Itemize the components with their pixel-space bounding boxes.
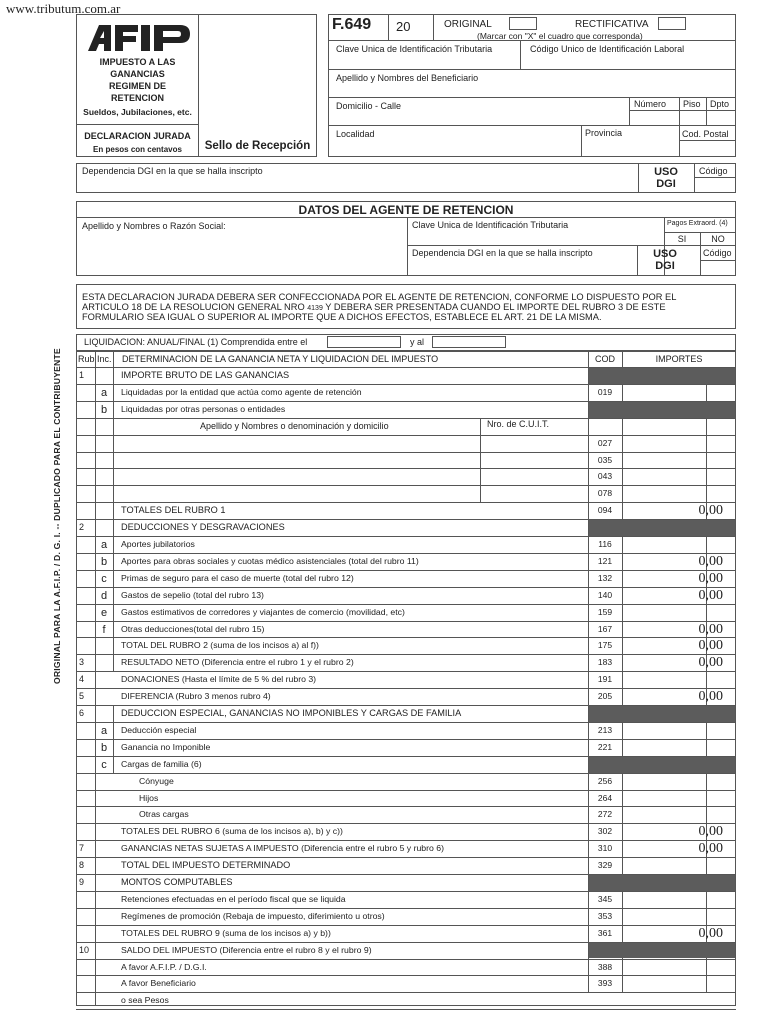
row-code: 132 [597, 572, 613, 583]
row-description: IMPORTE BRUTO DE LAS GANANCIAS [121, 370, 290, 380]
piso-label: Piso [683, 99, 701, 109]
agente-dependencia-label: Dependencia DGI en la que se halla inscripto [412, 248, 593, 258]
rectificativa-checkbox[interactable] [658, 17, 686, 30]
row-description: Hijos [139, 792, 159, 803]
fecha-hasta-field[interactable] [432, 336, 506, 348]
cod-postal-label: Cod. Postal [682, 129, 729, 139]
row-description: Cargas de familia (6) [121, 758, 202, 769]
row-code: 116 [598, 539, 612, 549]
notice-line-2c: Y DEBERA SER PRESENTADA CUANDO EL IMPORTE DEL RUBRO 3 DE ESTE [322, 302, 666, 312]
row-description: DEDUCCIONES Y DESGRAVACIONES [121, 522, 285, 533]
rubro-number: 10 [79, 944, 90, 955]
row-line [76, 435, 736, 436]
inciso-letter: f [102, 623, 106, 636]
row-amount: 0,00 [698, 638, 723, 654]
inciso-letter: d [100, 589, 108, 602]
row-code: 140 [597, 589, 613, 600]
inciso-letter: b [100, 555, 108, 568]
vertical-copy-text: ORIGINAL PARA LA A.F.I.P. / D. G. I. -- DUPLICADO PARA EL CONTRIBUYENTE [52, 348, 62, 684]
amount-input[interactable] [623, 909, 735, 924]
declaracion-label: DECLARACION JURADA [84, 131, 191, 141]
rubro-number: 5 [79, 691, 85, 702]
row-description: Primas de seguro para el caso de muerte (total del rubro 12) [121, 572, 354, 583]
inciso-letter: c [101, 572, 107, 585]
form-number: F.649 [332, 16, 372, 33]
row-amount: 0,00 [698, 503, 723, 519]
row-code: 388 [597, 961, 613, 972]
rubro-number: 4 [79, 674, 85, 685]
rubro-number: 7 [79, 843, 85, 854]
rubro-number: 9 [79, 877, 85, 887]
ganancias-label: GANANCIAS [110, 69, 165, 79]
row-description: Aportes para obras sociales y cuotas médico asistenciales (total del rubro 11) [121, 555, 419, 566]
row-code: 027 [597, 437, 613, 448]
row-amount: 0,00 [698, 925, 723, 941]
row-description: TOTAL DEL RUBRO 2 (suma de los incisos a) al f)) [121, 640, 319, 651]
shaded-cell [589, 520, 735, 536]
original-label: ORIGINAL [444, 19, 492, 30]
domicilio-label: Domicilio - Calle [336, 101, 402, 111]
notice-line-1: ESTA DECLARACION JURADA DEBERA SER CONFECCIONADA POR EL AGENTE DE RETENCION, CONFORME LO DISPUESTO POR EL [82, 292, 677, 302]
cod-header: COD [595, 354, 615, 364]
shaded-cell [589, 402, 735, 418]
row-description: SALDO DEL IMPUESTO (Diferencia entre el rubro 8 y el rubro 9) [121, 944, 372, 955]
rubro-number: 8 [79, 860, 85, 871]
row-description: Gastos estimativos de corredores y viajantes de comercio (movilidad, etc) [121, 606, 405, 617]
provincia-label: Provincia [585, 128, 623, 138]
agente-uso-label: USO [653, 248, 677, 260]
shaded-cell [589, 943, 735, 959]
row-description: TOTAL DEL IMPUESTO DETERMINADO [121, 860, 291, 871]
agente-cuit-label: Clave Unica de Identificación Tributaria [412, 220, 569, 230]
row-description: o sea Pesos [121, 995, 169, 1006]
row-code: 175 [597, 640, 613, 651]
row-description: Liquidadas por otras personas o entidades [121, 403, 286, 414]
row-code: 019 [597, 386, 613, 397]
row-line [76, 1009, 736, 1010]
agente-dgi-label: DGI [655, 260, 675, 272]
localidad-label: Localidad [336, 129, 375, 139]
row-code: 213 [597, 724, 613, 735]
numero-label: Número [634, 99, 667, 109]
row-description: DIFERENCIA (Rubro 3 menos rubro 4) [121, 691, 271, 702]
retencion-label: RETENCION [110, 93, 164, 103]
rubro-number: 6 [79, 708, 85, 718]
amount-input[interactable] [623, 672, 735, 687]
si-label: SI [677, 234, 687, 244]
row-line [76, 418, 736, 419]
dgi-label: DGI [656, 178, 676, 190]
row-description: Cónyuge [139, 775, 174, 786]
row-amount: 0,00 [698, 570, 723, 586]
row-amount: 0,00 [698, 553, 723, 569]
regimen-label: REGIMEN DE [108, 81, 166, 91]
sello-box [198, 14, 317, 157]
y-al-label: y al [410, 337, 425, 347]
inc-header: Inc. [97, 354, 112, 364]
amount-input[interactable] [623, 976, 735, 991]
row-amount: 0,00 [698, 587, 723, 603]
year-label: 20 [396, 19, 411, 34]
sub-header-name: Apellido y Nombres o denominación y domicilio [200, 421, 389, 431]
site-url: www.tributum.com.ar [6, 1, 121, 16]
sello-label: Sello de Recepción [204, 140, 311, 152]
row-description: Retenciones efectuadas en el período fiscal que se liquida [121, 893, 346, 904]
dependencia-label: Dependencia DGI en la que se halla inscripto [82, 166, 263, 176]
pagos-extraord-label: Pagos Extraord. (4) [667, 220, 728, 227]
inciso-letter: b [100, 741, 108, 754]
name-field-label: Apellido y Nombres del Beneficiario [336, 73, 479, 83]
no-label: NO [711, 234, 725, 244]
inciso-letter: c [101, 758, 107, 771]
col-line-inc [113, 351, 114, 671]
row-description: TOTALES DEL RUBRO 1 [121, 505, 226, 516]
row-code: 035 [597, 454, 613, 465]
impuesto-label: IMPUESTO A LAS [99, 57, 176, 67]
row-code: 205 [597, 691, 613, 702]
amount-input[interactable] [623, 537, 735, 552]
row-code: 183 [597, 657, 613, 668]
amount-input[interactable] [623, 807, 735, 822]
row-description: Liquidadas por la entidad que actúa como agente de retención [121, 386, 362, 397]
fecha-desde-field[interactable] [327, 336, 401, 348]
row-code: 393 [597, 978, 613, 989]
col-line-cuit [480, 418, 481, 503]
row-description: RESULTADO NETO (Diferencia entre el rubro 1 y el rubro 2) [121, 657, 354, 668]
amount-input[interactable] [623, 774, 735, 789]
notice-resolution-number: 4139 [307, 305, 323, 312]
row-description: TOTALES DEL RUBRO 9 (suma de los incisos a) y b)) [121, 927, 331, 938]
notice-line-2a: ARTICULO 18 DE LA RESOLUCION GENERAL NRO [82, 302, 308, 312]
amount-input[interactable] [623, 605, 735, 620]
amount-input[interactable] [623, 791, 735, 806]
row-amount: 0,00 [698, 655, 723, 671]
agente-title: DATOS DEL AGENTE DE RETENCION [298, 203, 514, 217]
importes-header: IMPORTES [655, 354, 703, 364]
amount-input[interactable] [623, 740, 735, 755]
afip-logo-text: AFIP [86, 22, 89, 23]
sub-header-cuit: Nro. de C.U.I.T. [487, 419, 550, 429]
row-description: Otras deducciones(total del rubro 15) [121, 623, 265, 634]
row-code: 094 [597, 505, 613, 516]
rub-header: Rub [78, 354, 95, 364]
row-description: TOTALES DEL RUBRO 6 (suma de los incisos a), b) y c)) [121, 826, 343, 837]
rubro-number: 3 [79, 657, 85, 668]
row-description: MONTOS COMPUTABLES [121, 877, 233, 887]
row-code: 167 [597, 623, 613, 634]
row-description: Gastos de sepelio (total del rubro 13) [121, 589, 264, 600]
afip-logo [86, 22, 192, 52]
shaded-cell [589, 875, 735, 891]
row-code: 310 [597, 843, 613, 854]
row-code: 345 [597, 893, 613, 904]
amount-input[interactable] [623, 892, 735, 907]
row-code: 256 [597, 775, 613, 786]
cuit-field-label: Clave Unica de Identificación Tributaria [336, 44, 493, 54]
row-description: Deducción especial [121, 724, 197, 735]
row-code: 159 [597, 606, 613, 617]
row-code: 264 [597, 792, 613, 803]
amount-input[interactable] [623, 723, 735, 738]
row-description: Aportes jubilatorios [121, 539, 195, 549]
inciso-letter: b [100, 403, 108, 416]
original-checkbox[interactable] [509, 17, 537, 30]
row-description: DEDUCCION ESPECIAL, GANANCIAS NO IMPONIBLES Y CARGAS DE FAMILIA [121, 708, 462, 718]
uso-label: USO [654, 166, 678, 178]
row-code: 353 [597, 910, 613, 921]
notice-line-3: FORMULARIO SEA IGUAL O SUPERIOR AL IMPORTE QUE A DICHOS EFECTOS, ESTABLECE EL ART. 21 DE LA MISMA. [82, 312, 602, 322]
rectificativa-label: RECTIFICATIVA [575, 19, 649, 30]
row-amount: 0,00 [698, 824, 723, 840]
row-line [76, 992, 736, 993]
amount-input[interactable] [623, 858, 735, 873]
shaded-cell [589, 368, 735, 384]
row-description: A favor A.F.I.P. / D.G.I. [121, 961, 207, 972]
row-amount: 0,00 [698, 841, 723, 857]
row-code: 329 [597, 860, 613, 871]
row-code: 078 [597, 488, 613, 499]
row-code: 302 [597, 826, 613, 837]
shaded-cell [589, 706, 735, 722]
agente-apellido-label: Apellido y Nombres o Razón Social: [82, 221, 226, 231]
row-description: DONACIONES (Hasta el límite de 5 % del rubro 3) [121, 674, 317, 685]
row-description: A favor Beneficiario [121, 978, 196, 989]
row-line [76, 452, 736, 453]
marcar-note: (Marcar con "X" el cuadro que corresponda) [477, 31, 643, 41]
inciso-letter: a [100, 386, 108, 399]
row-code: 121 [597, 555, 613, 566]
row-description: Otras cargas [139, 809, 189, 820]
row-description: Ganancia no Imponible [121, 741, 211, 752]
row-code: 221 [597, 741, 613, 752]
row-amount: 0,00 [698, 621, 723, 637]
row-line [76, 468, 736, 469]
inciso-letter: e [100, 606, 108, 619]
row-code: 361 [597, 927, 613, 938]
sueldos-label: Sueldos, Jubilaciones, etc. [83, 107, 192, 117]
amount-input[interactable] [623, 385, 735, 400]
table-title: DETERMINACION DE LA GANANCIA NETA Y LIQUIDACION DEL IMPUESTO [122, 354, 439, 364]
row-description: Regímenes de promoción (Rebaja de impuesto, diferimiento u otros) [121, 910, 385, 921]
dpto-label: Dpto [710, 99, 730, 109]
row-code: 272 [597, 809, 613, 820]
row-line [76, 485, 736, 486]
codigo-label: Código [699, 166, 728, 176]
row-code: 191 [597, 674, 613, 685]
en-pesos-label: En pesos con centavos [93, 145, 182, 154]
rubro-number: 1 [79, 370, 85, 380]
liquidacion-label: LIQUIDACION: ANUAL/FINAL (1) Comprendida entre el [84, 337, 308, 347]
row-description: GANANCIAS NETAS SUJETAS A IMPUESTO (Diferencia entre el rubro 5 y rubro 6) [121, 843, 444, 854]
row-amount: 0,00 [698, 689, 723, 705]
amount-input[interactable] [623, 960, 735, 975]
row-code: 043 [597, 471, 613, 482]
rubro-number: 2 [79, 522, 85, 533]
shaded-cell [589, 757, 735, 773]
inciso-letter: a [100, 539, 108, 551]
agente-codigo-label: Código [703, 248, 732, 258]
cuil-field-label: Código Unico de Identificación Laboral [530, 44, 685, 54]
inciso-letter: a [100, 724, 108, 737]
